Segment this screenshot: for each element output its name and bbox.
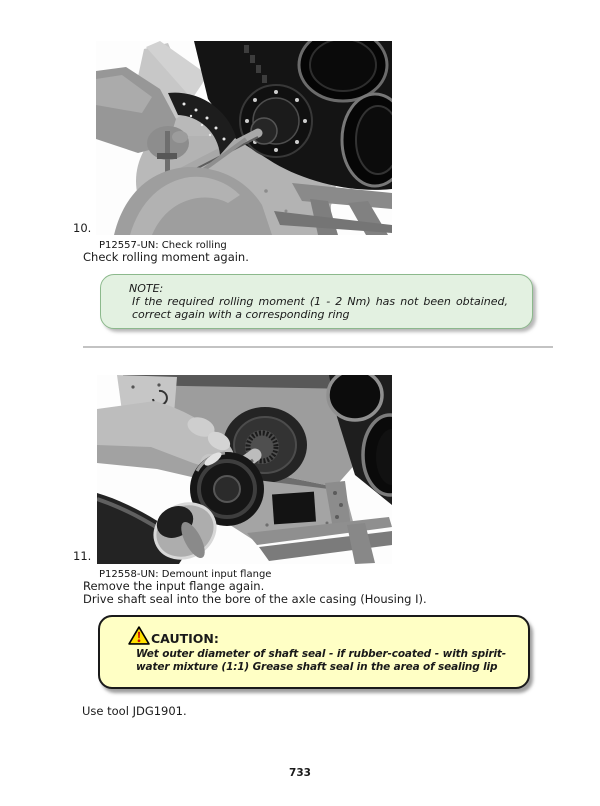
note-box — [100, 274, 533, 329]
figure-caption-p12557: P12557-UN: Check rolling — [99, 240, 227, 251]
check-rolling-photo-graphic — [96, 41, 392, 235]
caution-box — [98, 615, 530, 689]
step-number-10: 10. — [73, 221, 92, 235]
figure-caption-p12558: P12558-UN: Demount input flange — [99, 569, 272, 580]
caution-label: CAUTION: — [151, 631, 219, 646]
warning-triangle-icon — [128, 626, 150, 645]
step-11-instruction-2: Drive shaft seal into the bore of the axle casing (Housing I). — [83, 591, 427, 606]
note-label: NOTE: — [129, 282, 164, 295]
figure-check-rolling-photo — [96, 41, 392, 235]
page-number: 733 — [289, 767, 311, 779]
tool-instruction: Use tool JDG1901. — [82, 704, 187, 718]
section-divider — [83, 346, 553, 348]
step-10-instruction: Check rolling moment again. — [83, 250, 249, 264]
step-11-instruction-1: Remove the input flange again. — [83, 579, 265, 593]
step-number-11: 11. — [73, 549, 92, 563]
demount-flange-photo-graphic — [97, 375, 392, 564]
figure-demount-input-flange-photo — [97, 375, 392, 564]
caution-header — [128, 626, 506, 645]
note-text: If the required rolling moment (1 - 2 Nm) has not been obtained, correct again with a corresponding ring — [132, 295, 508, 321]
caution-text: Wet outer diameter of shaft seal - if rubber-coated - with spirit-water mixture (1:1) Grease shaft seal in the area of sealing lip — [136, 648, 506, 673]
